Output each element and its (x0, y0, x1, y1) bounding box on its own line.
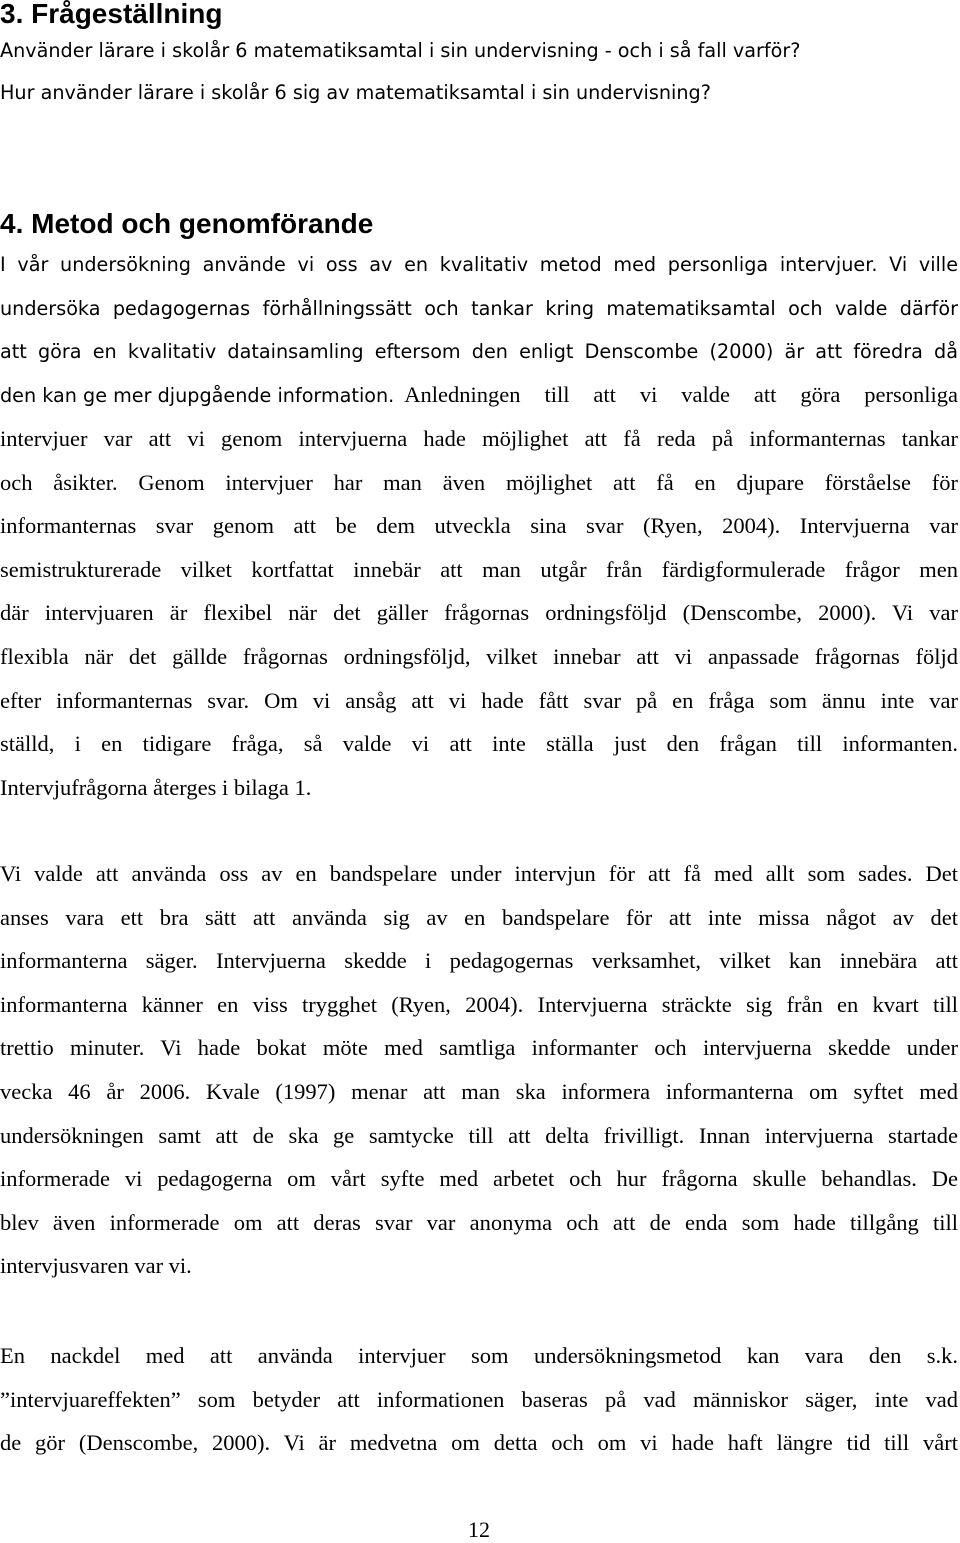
text-line: vecka 46 år 2006. Kvale (1997) menar att man ska informera informanterna om syftet med (0, 1078, 958, 1104)
page-number: 12 (468, 1517, 490, 1542)
text-line: att göra en kvalitativ datainsamling eftersom den enligt Denscombe (2000) är att föredra då (0, 340, 958, 364)
research-question-1: Använder lärare i skolår 6 matematiksamtal i sin undervisning - och i så fall varför? (0, 39, 801, 62)
text-line: intervjuer var att vi genom intervjuerna hade möjlighet att få reda på informanternas tankar (0, 426, 958, 451)
text-line: den kan ge mer djupgående information. (0, 384, 395, 407)
method-paragraph-2 (0, 852, 958, 1288)
text-line: En nackdel med att använda intervjuer som undersökningsmetod kan vara den s.k. (0, 1343, 958, 1368)
text-line: efter informanternas svar. Om vi ansåg att vi hade fått svar på en fråga som ännu inte var (0, 687, 958, 713)
text-line: blev även informerade om att deras svar var anonyma och att de enda som hade tillgång till (0, 1209, 958, 1235)
text-line: informerade vi pedagogerna om vårt syfte med arbetet och hur frågorna skulle behandlas. De (0, 1166, 958, 1192)
text-line: undersöka pedagogernas förhållningssätt och tankar kring matematiksamtal och valde därför (0, 296, 958, 320)
text-line: Intervjufrågorna återges i bilaga 1. (0, 774, 312, 800)
text-line: intervjusvaren var vi. (0, 1253, 192, 1279)
text-line: informanternas svar genom att be dem utveckla sina svar (Ryen, 2004). Intervjuerna var (0, 513, 958, 539)
text-line: och åsikter. Genom intervjuer har man även möjlighet att få en djupare förståelse för (0, 469, 958, 495)
text-line: I vår undersökning använde vi oss av en kvalitativ metod med personliga intervjuer. Vi ville (0, 253, 958, 276)
text-line: informanterna känner en viss trygghet (Ryen, 2004). Intervjuerna sträckte sig från en kvart till (0, 991, 958, 1017)
text-line: de gör (Denscombe, 2000). Vi är medvetna om detta och om vi hade haft längre tid till vårt (0, 1430, 958, 1456)
text-line: Anledningen till att vi valde att göra personliga (404, 382, 958, 407)
section-4-heading: 4. Metod och genomförande (0, 208, 374, 239)
method-paragraph-1-body (0, 417, 958, 809)
text-line: informanterna säger. Intervjuerna skedde i pedagogernas verksamhet, vilket kan innebära att (0, 948, 958, 974)
text-line: ”intervjuareffekten” som betyder att informationen baseras på vad människor säger, inte vad (0, 1386, 958, 1412)
research-question-2: Hur använder lärare i skolår 6 sig av matematiksamtal i sin undervisning? (0, 81, 711, 104)
text-line: semistrukturerade vilket kortfattat innebär att man utgår från färdigformulerade frågor men (0, 556, 958, 582)
text-line: Vi valde att använda oss av en bandspelare under intervjun för att få med allt som sades. Det (0, 861, 958, 886)
text-line: där intervjuaren är flexibel när det gäller frågornas ordningsföljd (Denscombe, 2000). Vi var (0, 600, 958, 626)
method-paragraph-3 (0, 1334, 958, 1465)
method-paragraph-1-intro (0, 243, 958, 374)
text-line: flexibla när det gällde frågornas ordningsföljd, vilket innebar att vi anpassade frågornas följd (0, 643, 958, 669)
text-line: undersökningen samt att de ska ge samtycke till att delta frivilligt. Innan intervjuerna startade (0, 1122, 958, 1148)
method-paragraph-1-mixed-line (0, 373, 958, 417)
text-line: ställd, i en tidigare fråga, så valde vi att inte ställa just den frågan till informanten. (0, 731, 958, 757)
text-line: trettio minuter. Vi hade bokat möte med samtliga informanter och intervjuerna skedde under (0, 1035, 958, 1061)
research-questions (0, 30, 958, 114)
section-3-heading: 3. Frågeställning (0, 0, 223, 29)
text-line: anses vara ett bra sätt att använda sig av en bandspelare för att inte missa något av det (0, 904, 958, 930)
